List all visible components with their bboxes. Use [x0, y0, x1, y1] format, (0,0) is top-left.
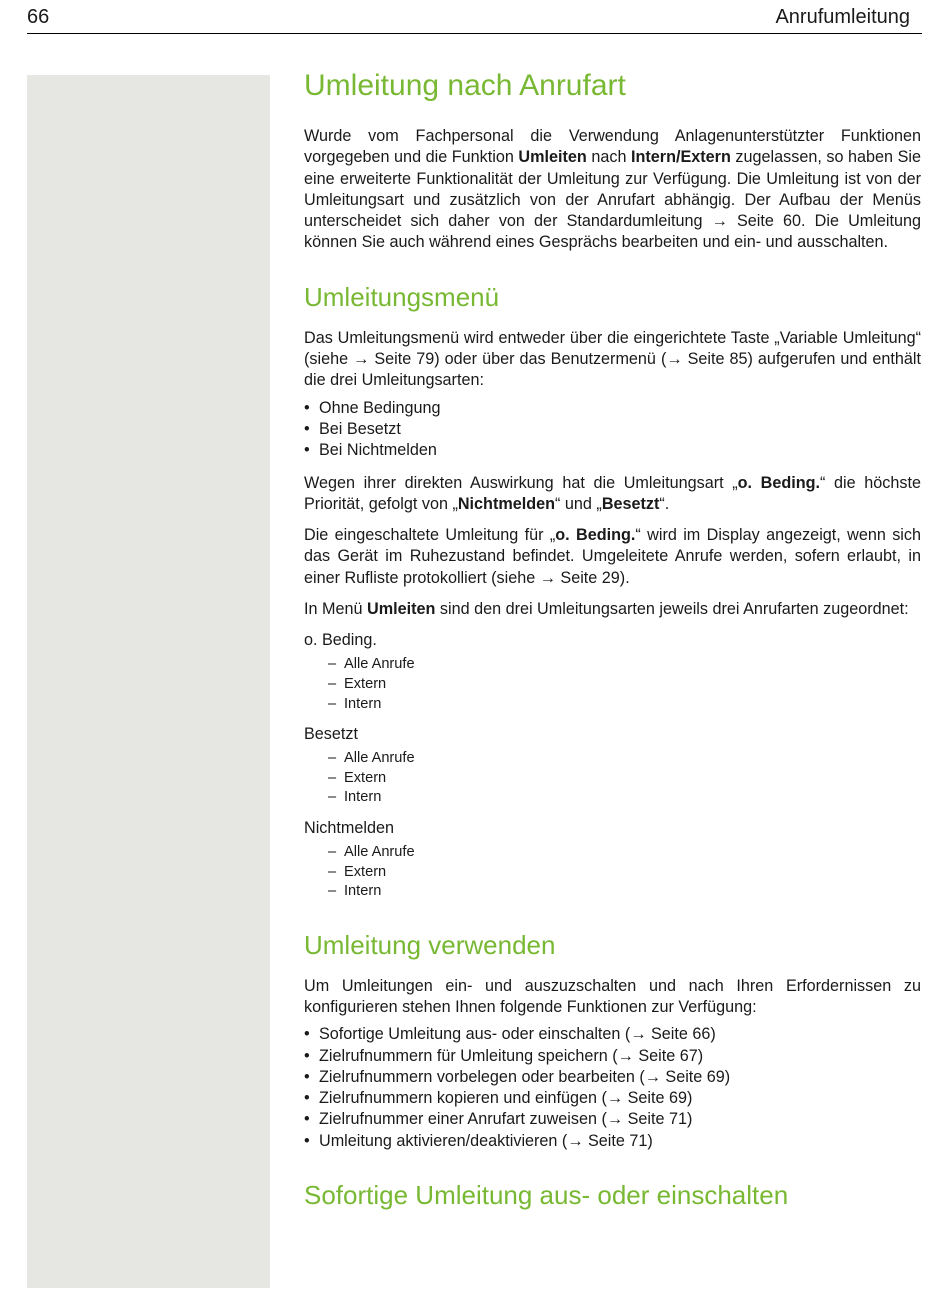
text-run: Die eingeschaltete Umleitung für „: [304, 526, 556, 545]
header-rule: [27, 33, 922, 34]
priority-paragraph: [304, 473, 921, 516]
left-margin-panel: [27, 75, 270, 1288]
section-title-umleitung-verwenden: Umleitung verwenden: [304, 929, 556, 960]
category-title: Nichtmelden: [304, 818, 394, 837]
display-paragraph: [304, 525, 921, 589]
list-item: • Sofortige Umleitung aus- oder einschalten (→ Seite 66): [304, 1024, 921, 1045]
section-title-umleitungsmenue: Umleitungsmenü: [304, 281, 500, 312]
list-item: – Extern: [328, 769, 921, 789]
text-run: zugelassen, so haben Sie eine erweiterte Funktionalität der Umleitung zur Verfügung. Die Umleitung ist von der Umleitungsart und zusätzlich von der Anrufart abhängig. Der Aufbau der Menüs unterscheidet sich daher von der Standardumleitung: [304, 148, 921, 231]
bold-term: o. Beding.: [737, 473, 821, 492]
text-run: “.: [659, 494, 670, 513]
list-item: • Bei Nichtmelden: [304, 440, 921, 461]
menu-assign-paragraph: [304, 599, 921, 620]
list-item: • Ohne Bedingung: [304, 398, 921, 419]
list-item: • Zielrufnummern vorbelegen oder bearbeiten (→ Seite 69): [304, 1067, 921, 1088]
list-item: – Intern: [328, 788, 921, 808]
section-title-umleitung-nach-anrufart: Umleitung nach Anrufart: [304, 69, 626, 102]
text-run: Wegen ihrer direkten Auswirkung hat die Umleitungsart „: [304, 473, 738, 492]
intro-paragraph: [304, 126, 921, 254]
list-item: • Zielrufnummern für Umleitung speichern (→ Seite 67): [304, 1046, 921, 1067]
page-number: 66: [27, 6, 50, 28]
text-run: “ wird im Display angezeigt, wenn sich das Gerät im Ruhezustand befindet. Umgeleitete Anrufe werden, sofern erlaubt, in einer Rufliste protokolliert (siehe → Seite 29).: [304, 526, 921, 587]
category-besetzt: [304, 724, 921, 808]
list-item: – Alle Anrufe: [328, 843, 921, 863]
list-item: • Bei Besetzt: [304, 419, 921, 440]
call-type-list: [304, 655, 921, 714]
list-item: – Alle Anrufe: [328, 749, 921, 769]
list-item: – Intern: [328, 695, 921, 715]
category-title: o. Beding.: [304, 631, 377, 650]
bold-term-intern-extern: Intern/Extern: [631, 148, 731, 167]
functions-intro-paragraph: Um Umleitungen ein- und auszuzschalten und nach Ihren Erfordernissen zu konfigurieren stehen Ihnen folgende Funktionen zur Verfügung:: [304, 976, 921, 1016]
list-item: • Umleitung aktivieren/deaktivieren (→ Seite 71): [304, 1131, 921, 1152]
text-run: “ die höchste Priorität, gefolgt von „: [304, 473, 921, 513]
list-item: • Zielrufnummern kopieren und einfügen (→ Seite 69): [304, 1088, 921, 1109]
bold-term: o. Beding.: [555, 526, 636, 545]
list-item: – Extern: [328, 863, 921, 883]
bold-term: Umleiten: [367, 600, 436, 619]
bold-term-umleiten: Umleiten: [518, 148, 587, 167]
text-run: In Menü: [304, 600, 367, 619]
bold-term: Nichtmelden: [457, 494, 556, 513]
text-run: . Die Umleitung können Sie auch während eines Gesprächs bearbeiten und ein- und ausschalten.: [304, 212, 921, 252]
list-item: – Extern: [328, 675, 921, 695]
menu-paragraph: Das Umleitungsmenü wird entweder über die eingerichtete Taste „Variable Umleitung“ (siehe → Seite 79) oder über das Benutzermenü (→ Seite 85) aufgerufen und enthält die drei Umleitungsarten:: [304, 328, 921, 390]
functions-list: [304, 1024, 921, 1152]
text-run: sind den drei Umleitungsarten jeweils drei Anrufarten zugeordnet:: [435, 600, 909, 619]
list-item: – Alle Anrufe: [328, 655, 921, 675]
list-item: – Intern: [328, 882, 921, 902]
category-o-beding: [304, 630, 921, 714]
text-run: “ und „: [555, 494, 602, 513]
running-title: Anrufumleitung: [775, 6, 910, 28]
category-title: Besetzt: [304, 725, 358, 744]
section-title-sofortige-umleitung: Sofortige Umleitung aus- oder einschalten: [304, 1180, 789, 1211]
text-run: Wurde vom Fachpersonal die Verwendung Anlagenunterstützter Funktionen vorgegeben und die Funktion: [304, 127, 921, 167]
main-content: [304, 66, 921, 1226]
category-nichtmelden: [304, 818, 921, 902]
call-type-list: [304, 749, 921, 808]
page-reference-link[interactable]: → Seite 60: [711, 212, 802, 231]
call-type-list: [304, 843, 921, 902]
text-run: nach: [586, 148, 632, 167]
bold-term: Besetzt: [601, 494, 660, 513]
list-item: • Zielrufnummer einer Anrufart zuweisen (→ Seite 71): [304, 1109, 921, 1130]
forwarding-types-list: [304, 398, 921, 462]
